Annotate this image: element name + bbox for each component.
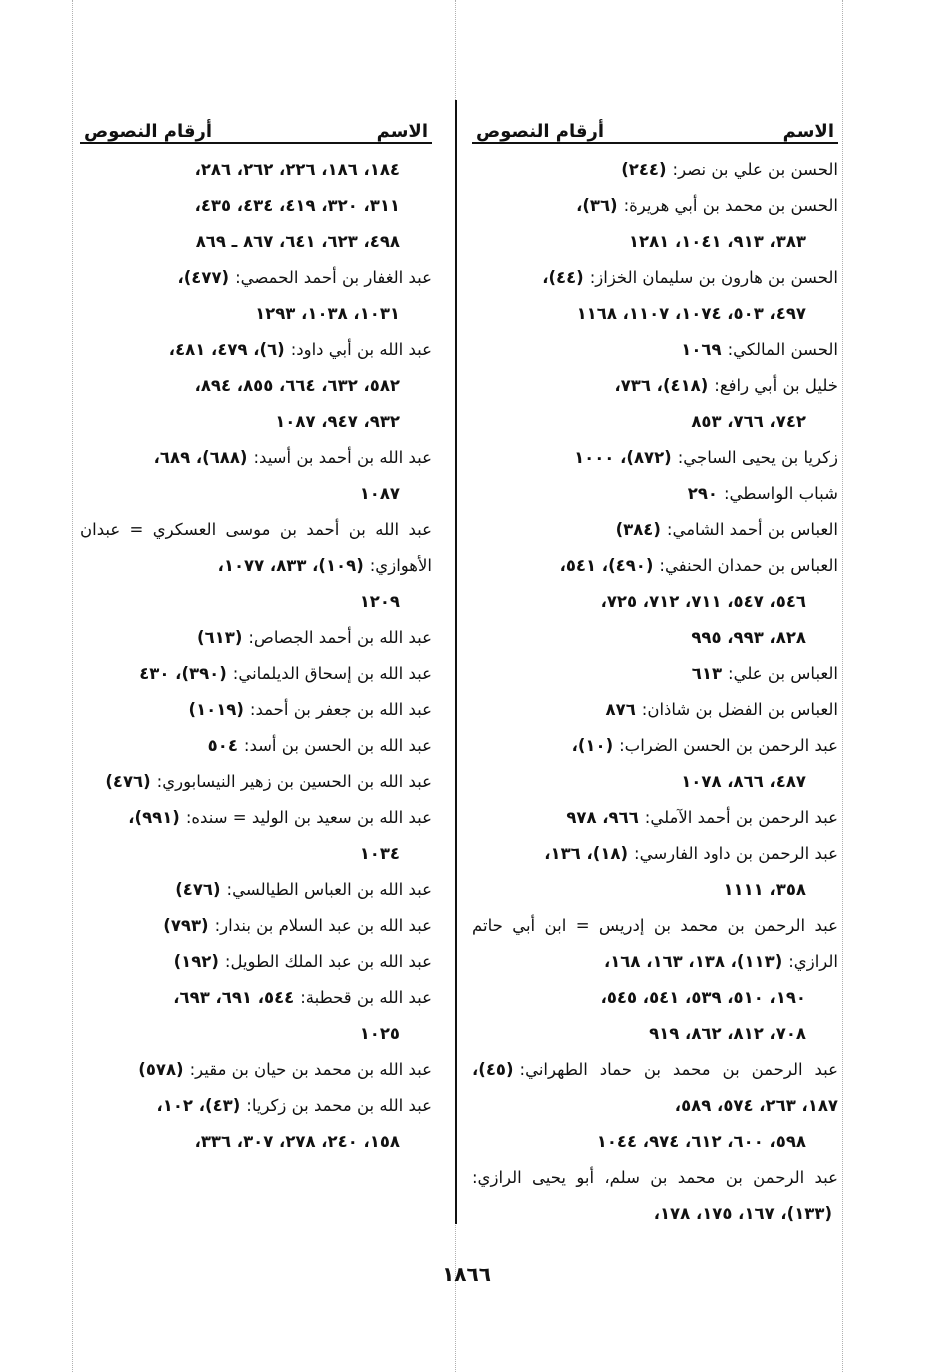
entry-text-numbers: ١٠٢٥ <box>359 1024 400 1043</box>
entry-name: الحسن بن علي بن نصر: <box>672 160 838 179</box>
entry-name: عبد الله بن قحطبة: <box>300 988 432 1007</box>
entry-name: عبد الله بن أحمد الجصاص: <box>248 628 432 647</box>
entry-text-numbers: ٣٥٨، ١١١١ <box>723 880 806 899</box>
index-entry <box>80 1088 432 1160</box>
entry-name: عبد الله بن إسحاق الديلماني: <box>232 664 432 683</box>
entry-text-numbers: (٤٤)، <box>542 268 584 287</box>
index-entry <box>472 908 838 1052</box>
right-entries <box>472 152 838 1232</box>
entry-name: عبد الرحمن بن محمد بن سلم، أبو يحيى الرازي: <box>472 1168 838 1187</box>
entry-name: عبد الرحمن بن الحسن الضراب: <box>619 736 838 755</box>
entry-text-numbers: ٩٦٦، ٩٧٨ <box>566 808 639 827</box>
index-entry <box>80 260 432 332</box>
entry-name: العباس بن علي: <box>728 664 838 683</box>
entry-text-numbers: (٣٦)، <box>576 196 618 215</box>
index-entry <box>80 728 432 764</box>
entry-name: عبد الله بن أحمد بن أسيد: <box>253 448 432 467</box>
right-column-header <box>472 108 838 144</box>
entry-name: عبد الرحمن بن أحمد الآملي: <box>644 808 838 827</box>
entry-text-numbers: ٤٨٧، ٨٦٦، ١٠٧٨ <box>681 772 806 791</box>
entry-name: عبد الله بن محمد بن حيان بن مقير: <box>189 1060 432 1079</box>
index-entry <box>80 872 432 908</box>
entry-text-numbers: (١١٣)، ١٣٨، ١٦٣، ١٦٨، <box>603 952 783 971</box>
entry-text-numbers: ٤٩٧، ٥٠٣، ١٠٧٤، ١١٠٧، ١١٦٨ <box>576 304 806 323</box>
index-entry <box>472 656 838 692</box>
entry-text-numbers: (١٠١٩) <box>188 700 244 719</box>
entry-text-numbers: ١٥٨، ٢٤٠، ٢٧٨، ٣٠٧، ٣٣٦، <box>194 1132 400 1151</box>
entry-text-numbers: ١٠٣١، ١٠٣٨، ١٢٩٣ <box>255 304 400 323</box>
index-entry <box>472 1160 838 1232</box>
index-entry <box>80 440 432 512</box>
entry-text-numbers: ١٨٤، ١٨٦، ٢٢٦، ٢٦٢، ٢٨٦، <box>194 160 400 179</box>
entry-text-numbers: (٥٧٨) <box>138 1060 184 1079</box>
entry-text-numbers: ٦١٣ <box>691 664 723 683</box>
column-divider <box>455 100 457 1224</box>
index-entry <box>80 656 432 692</box>
entry-name: عبد الله بن جعفر بن أحمد: <box>249 700 432 719</box>
entry-text-numbers: (٦)، ٤٧٩، ٤٨١، <box>168 340 285 359</box>
index-entry <box>472 692 838 728</box>
entry-name: الحسن المالكي: <box>727 340 838 359</box>
entry-text-numbers: (٤٧٦) <box>175 880 221 899</box>
entry-name: العباس بن الفضل بن شاذان: <box>641 700 838 719</box>
margin-guide-left <box>72 0 73 1372</box>
entry-text-numbers: (١٠٩)، ٨٣٣، ١٠٧٧، <box>217 556 364 575</box>
entry-name: عبد الرحمن بن محمد بن حماد الطهراني: <box>519 1060 838 1079</box>
entry-text-numbers: ١٢٠٩ <box>359 592 400 611</box>
entry-text-numbers: ٣١١، ٣٢٠، ٤١٩، ٤٣٤، ٤٣٥، <box>194 196 400 215</box>
index-entry <box>80 944 432 980</box>
index-entry <box>472 188 838 260</box>
entry-text-numbers: (٩٩١)، <box>128 808 180 827</box>
index-entry <box>472 440 838 476</box>
entry-text-numbers: (٤٩٠)، ٥٤١، <box>559 556 654 575</box>
entry-text-numbers: (٤٧٧)، <box>177 268 230 287</box>
entry-text-numbers: (٣٨٤) <box>615 520 661 539</box>
entry-text-numbers: ٩٣٢، ٩٤٧، ١٠٨٧ <box>275 412 400 431</box>
entry-name: الحسن بن محمد بن أبي هريرة: <box>623 196 838 215</box>
index-entry <box>472 728 838 800</box>
index-entry <box>472 368 838 440</box>
index-entry <box>472 548 838 656</box>
index-entry <box>472 260 838 332</box>
entry-text-numbers: ٥٨٢، ٦٣٢، ٦٦٤، ٨٥٥، ٨٩٤، <box>194 376 400 395</box>
name-header: الاسم <box>782 121 834 142</box>
entry-text-numbers: ٨٧٦ <box>605 700 636 719</box>
entry-text-numbers: (١٣٣)، ١٦٧، ١٧٥، ١٧٨، <box>653 1204 832 1223</box>
entry-text-numbers: ٥٠٤ <box>207 736 238 755</box>
entry-text-numbers: ١٩٠، ٥١٠، ٥٣٩، ٥٤١، ٥٤٥، <box>600 988 806 1007</box>
entry-name: عبد الله بن محمد بن زكريا: <box>246 1096 432 1115</box>
index-entry <box>80 908 432 944</box>
entry-text-numbers: ٥٤٤، ٦٩١، ٦٩٣، <box>173 988 295 1007</box>
entry-text-numbers: ٤٩٨، ٦٢٣، ٦٤١، ٨٦٧ ـ ٨٦٩ <box>195 232 400 251</box>
entry-text-numbers: ١٠٨٧ <box>359 484 400 503</box>
entry-name: العباس بن أحمد الشامي: <box>666 520 838 539</box>
entry-text-numbers: (١٩٢) <box>173 952 219 971</box>
entry-name: عبد الله بن عبد الملك الطويل: <box>224 952 432 971</box>
index-entry <box>80 800 432 872</box>
entry-text-numbers: ٥٩٨، ٦٠٠، ٦١٢، ٩٧٤، ١٠٤٤ <box>596 1132 806 1151</box>
entry-name: شباب الواسطي: <box>723 484 838 503</box>
entry-text-numbers: (١٨)، ١٣٦، <box>544 844 629 863</box>
entry-text-numbers: (٣٩٠)، ٤٣٠ <box>139 664 227 683</box>
entry-text-numbers: ١٠٣٤ <box>359 844 400 863</box>
entry-name: زكريا بن يحيى الساجي: <box>677 448 838 467</box>
entry-name: عبد الله بن الحسين بن زهير النيسابوري: <box>156 772 432 791</box>
entry-name: الحسن بن هارون بن سليمان الخزاز: <box>589 268 838 287</box>
index-entry <box>80 1052 432 1088</box>
entry-text-numbers: ٨٢٨، ٩٩٣، ٩٩٥ <box>691 628 806 647</box>
entry-text-numbers: ٧٠٨، ٨١٢، ٨٦٢، ٩١٩ <box>649 1024 806 1043</box>
index-entry <box>80 152 432 260</box>
entry-text-numbers: (٦٨٨)، ٦٨٩، <box>153 448 248 467</box>
entry-name: عبد الله بن عبد السلام بن بندار: <box>214 916 432 935</box>
entry-text-numbers: (٧٩٣) <box>163 916 209 935</box>
index-entry <box>472 800 838 836</box>
index-entry <box>472 1052 838 1160</box>
name-header: الاسم <box>376 121 428 142</box>
entry-name: عبد الرحمن بن داود الفارسي: <box>634 844 838 863</box>
index-entry <box>472 512 838 548</box>
entry-name: عبد الله بن العباس الطيالسي: <box>226 880 432 899</box>
right-column <box>472 108 838 1232</box>
index-entry <box>472 836 838 908</box>
entry-name: عبد الله بن أحمد بن موسى العسكري = عبدان الأهوازي: <box>80 520 432 575</box>
index-entry <box>80 980 432 1052</box>
entry-name: عبد الله بن سعيد بن الوليد = سنده: <box>185 808 432 827</box>
index-entry <box>472 332 838 368</box>
entry-name: عبد الغفار بن أحمد الحمصي: <box>235 268 432 287</box>
entry-text-numbers: ٢٩٠ <box>687 484 718 503</box>
left-column-header <box>80 108 432 144</box>
numbers-header: أرقام النصوص <box>84 121 213 142</box>
index-entry <box>80 764 432 800</box>
entry-text-numbers: ٣٨٣، ٩١٣، ١٠٤١، ١٢٨١ <box>628 232 806 251</box>
index-entry <box>80 332 432 440</box>
index-entry <box>472 476 838 512</box>
left-entries <box>80 152 432 1160</box>
entry-text-numbers: (٦١٣) <box>197 628 243 647</box>
margin-guide-right <box>842 0 843 1372</box>
entry-text-numbers: (٤٥)، ١٨٧، ٢٦٣، ٥٧٤، ٥٨٩، <box>472 1060 838 1115</box>
index-entry <box>80 692 432 728</box>
entry-text-numbers: (٤٧٦) <box>105 772 151 791</box>
entry-name: عبد الله بن الحسن بن أسد: <box>243 736 432 755</box>
entry-text-numbers: (٤١٨)، ٧٣٦، <box>614 376 709 395</box>
numbers-header: أرقام النصوص <box>476 121 605 142</box>
entry-text-numbers: ١٠٦٩ <box>681 340 722 359</box>
entry-text-numbers: (١٠)، <box>571 736 614 755</box>
page-number: ١٨٦٦ <box>442 1262 491 1286</box>
entry-name: عبد الرحمن بن محمد بن إدريس = ابن أبي حاتم الرازي: <box>472 916 838 971</box>
entry-name: خليل بن أبي رافع: <box>714 376 838 395</box>
entry-name: عبد الله بن أبي داود: <box>290 340 432 359</box>
index-entry <box>472 152 838 188</box>
entry-text-numbers: ٥٤٦، ٥٤٧، ٧١١، ٧١٢، ٧٢٥، <box>600 592 806 611</box>
entry-text-numbers: (٤٣)، ١٠٢، <box>156 1096 241 1115</box>
left-column <box>80 108 432 1160</box>
entry-text-numbers: (٨٧٢)، ١٠٠٠ <box>574 448 672 467</box>
index-entry <box>80 620 432 656</box>
index-entry <box>80 512 432 620</box>
entry-text-numbers: (٢٤٤) <box>621 160 667 179</box>
entry-text-numbers: ٧٤٢، ٧٦٦، ٨٥٣ <box>691 412 806 431</box>
entry-name: العباس بن حمدان الحنفي: <box>659 556 838 575</box>
